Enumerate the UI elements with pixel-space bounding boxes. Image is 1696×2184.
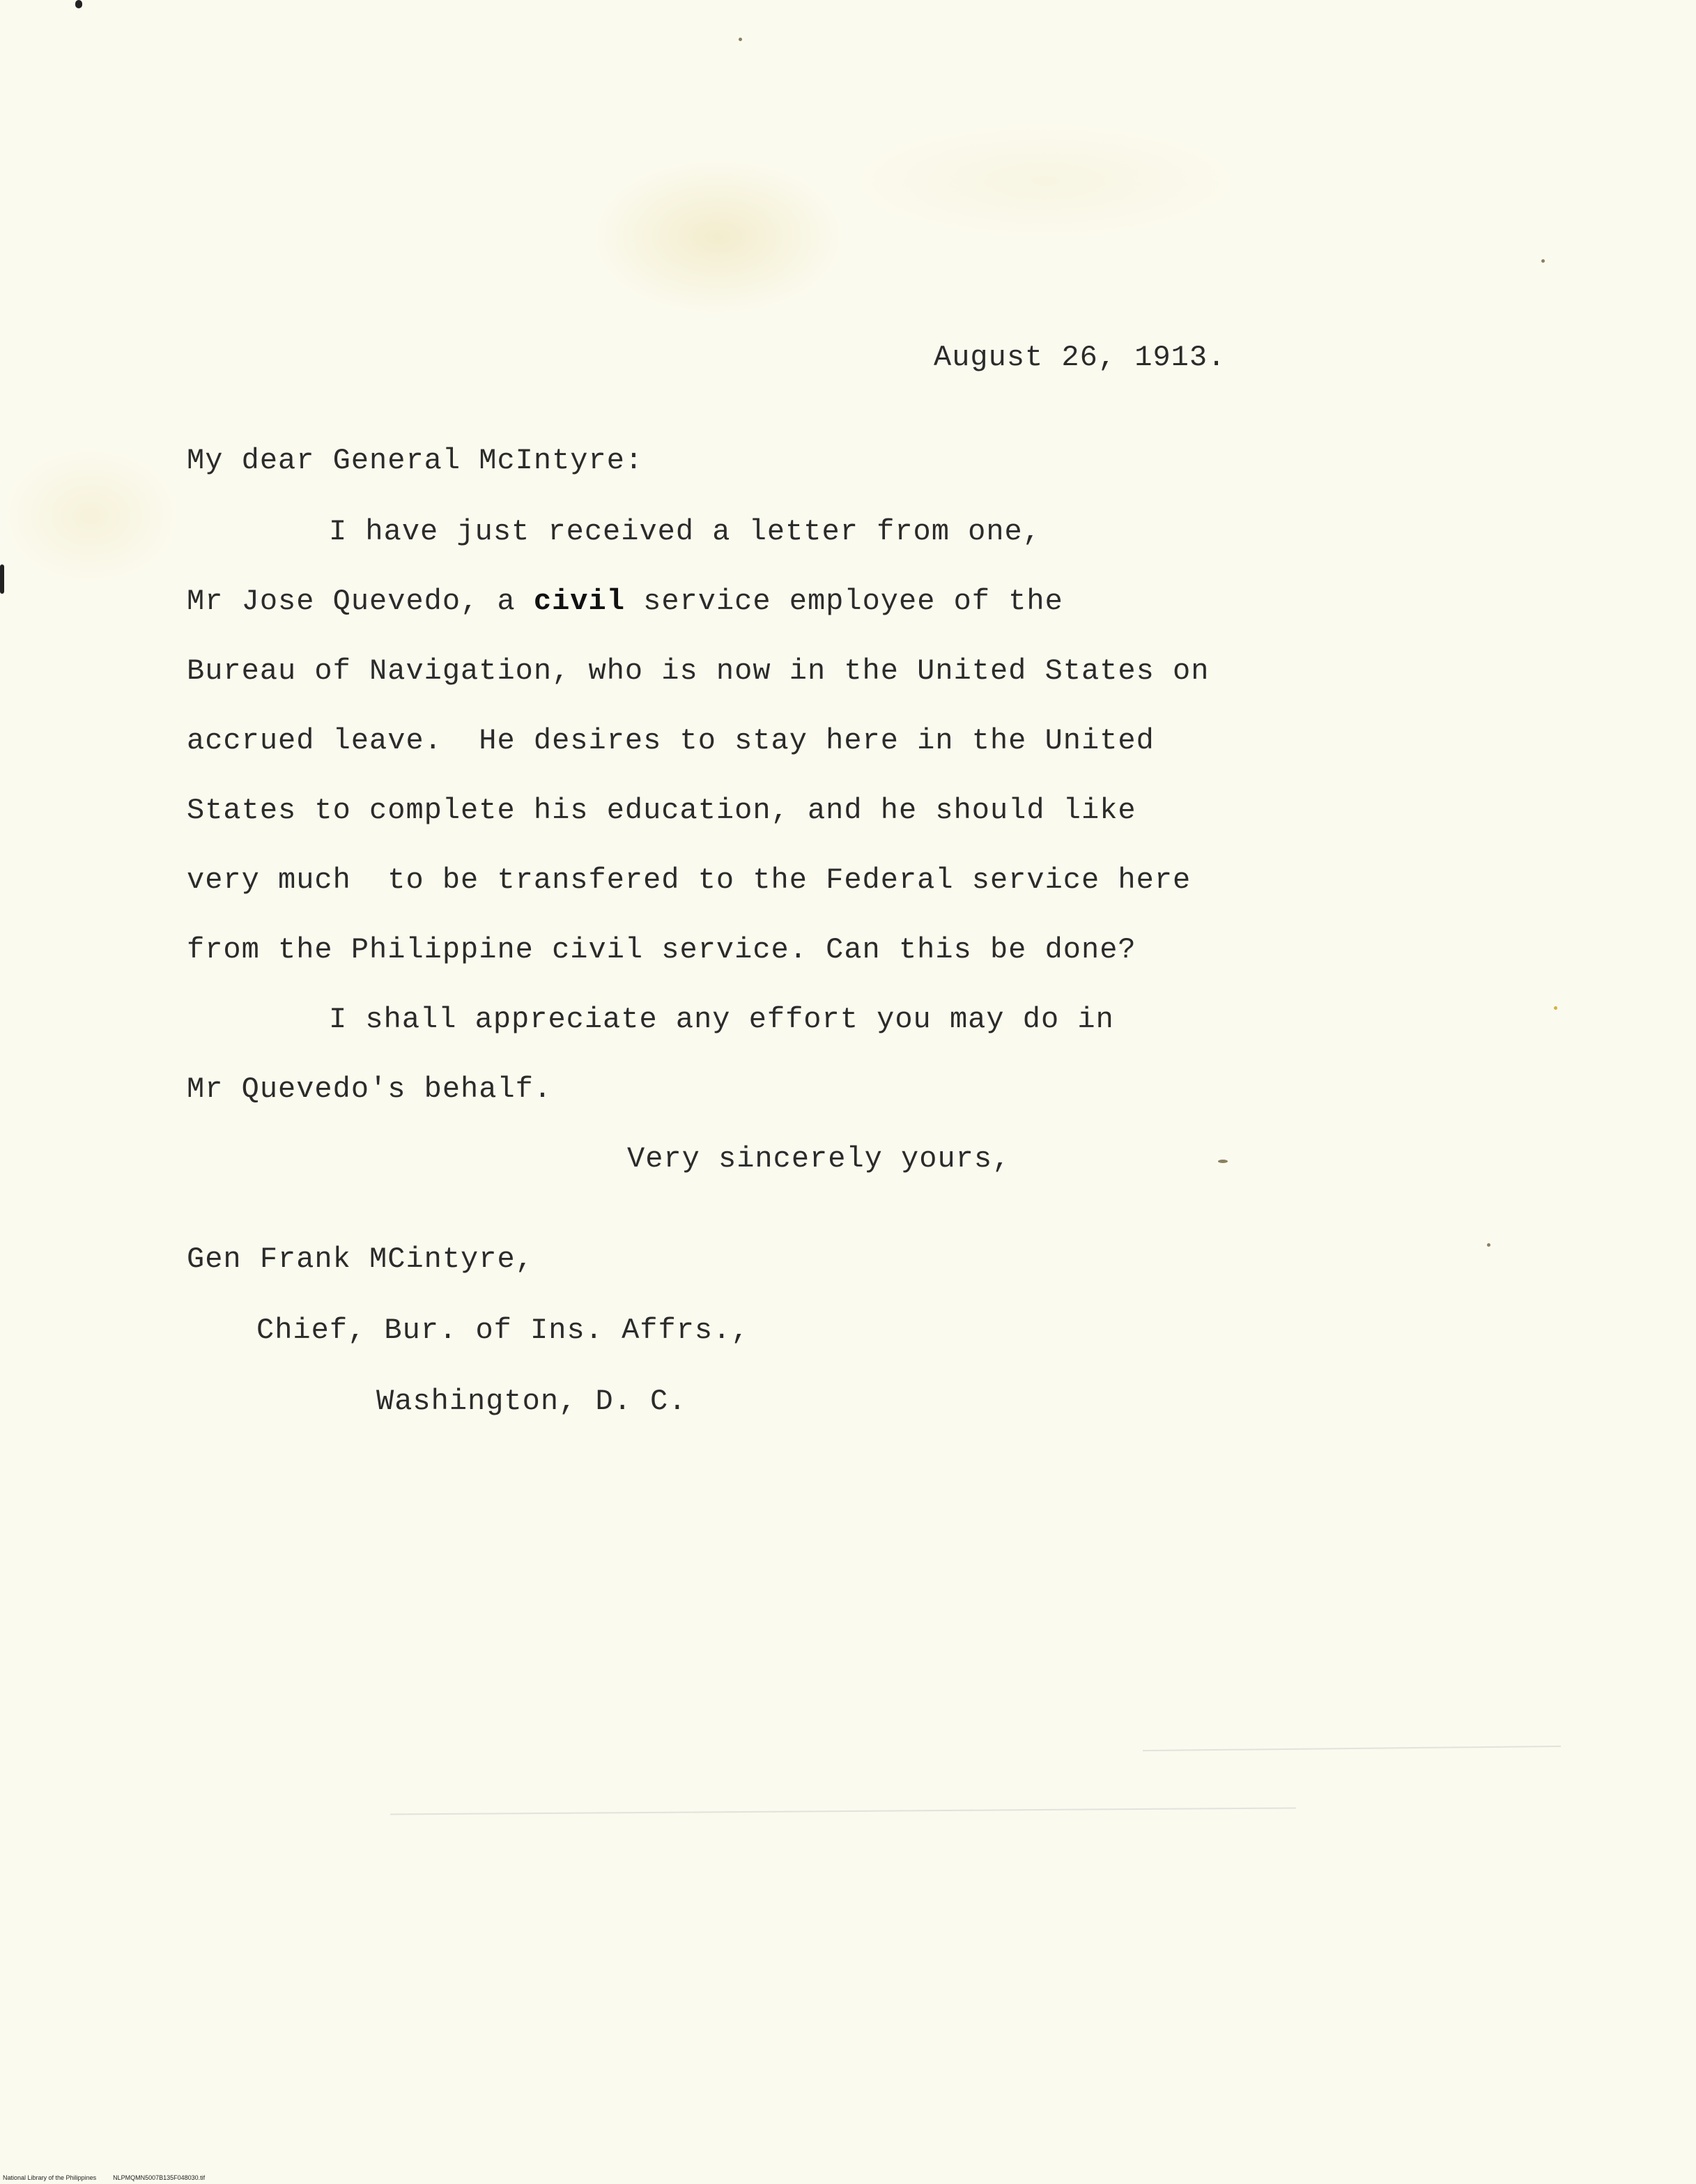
footer-institution: National Library of the Philippines (3, 2174, 97, 2181)
body-line (187, 584, 1063, 619)
paper-speck (1554, 1006, 1557, 1010)
paper-speck (1487, 1243, 1490, 1247)
body-line: Bureau of Navigation, who is now in the United States on (187, 654, 1210, 688)
footer-filename: NLPMQMN5007B135F048030.tif (113, 2174, 206, 2181)
closing: Very sincerely yours, (627, 1142, 1011, 1176)
recipient-title: Chief, Bur. of Ins. Affrs., (256, 1314, 750, 1347)
recipient-name: Gen Frank MCintyre, (187, 1243, 534, 1276)
body-line: Mr Quevedo's behalf. (187, 1072, 553, 1106)
recipient-city: Washington, D. C. (376, 1385, 687, 1418)
body-line: very much to be transfered to the Federal service here (187, 863, 1192, 897)
body-line: from the Philippine civil service. Can this be done? (187, 933, 1136, 967)
body-line: States to complete his education, and he should like (187, 794, 1136, 827)
paper-speck (739, 38, 742, 41)
letter-date: August 26, 1913. (934, 341, 1226, 374)
paper-speck (1541, 259, 1545, 263)
body-line: accrued leave. He desires to stay here in the United (187, 724, 1155, 758)
scan-footer (3, 2174, 222, 2182)
paper-crease (1143, 1746, 1561, 1751)
salutation: My dear General McIntyre: (187, 444, 644, 477)
edge-mark-top (75, 0, 82, 8)
paper-crease (390, 1807, 1296, 1815)
edge-mark-left (0, 564, 4, 594)
paper-speck (1218, 1160, 1228, 1163)
body-line: I have just received a letter from one, (329, 515, 1041, 548)
body-text: Mr Jose Quevedo, a (187, 585, 534, 618)
body-line: I shall appreciate any effort you may do in (329, 1003, 1114, 1036)
emphasized-word: civil (533, 585, 625, 618)
body-text: service employee of the (624, 585, 1063, 618)
